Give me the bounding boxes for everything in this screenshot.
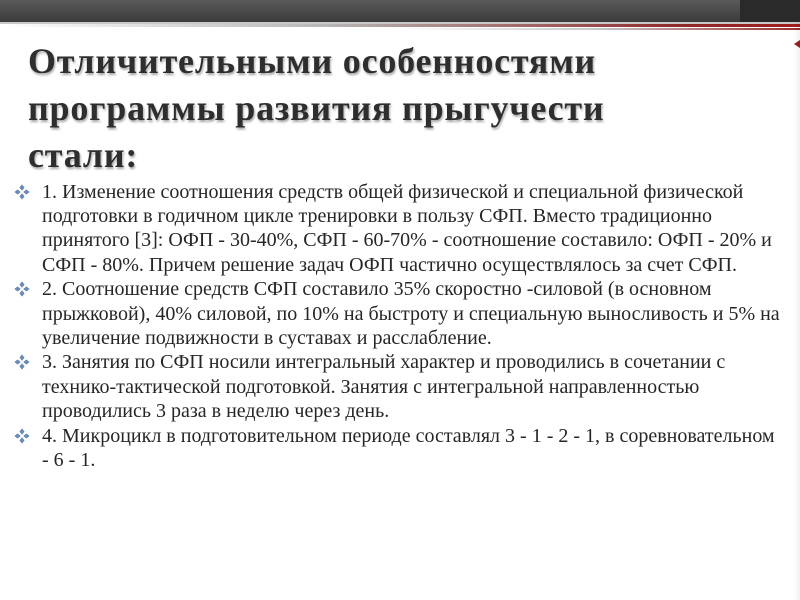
right-edge-shadow <box>794 22 800 600</box>
bullet-list <box>14 180 784 472</box>
diamond-bullet-icon <box>14 354 30 370</box>
top-decorative-band <box>0 0 800 22</box>
bullet-item-1 <box>14 180 784 277</box>
bullet-text-4: 4. Микроцикл в подготовительном периоде составлял 3 - 1 - 2 - 1, в соревновательном - 6 - 1. <box>42 424 775 471</box>
bullet-item-2 <box>14 277 784 350</box>
top-band-corner <box>740 0 800 22</box>
bullet-text-2: 2. Соотношение средств СФП составило 35% скоростно -силовой (в основном прыжковой), 40% силовой, по 10% на быстроту и специальную выносливость и 5% на увеличение подвижности в суставах и расслабление. <box>42 278 780 349</box>
bullet-item-4 <box>14 424 784 472</box>
diamond-bullet-icon <box>14 428 30 444</box>
accent-line <box>0 24 800 27</box>
slide-title: Отличительными особенностями программы развития прыгучести стали: <box>28 41 605 175</box>
diamond-bullet-icon <box>14 281 30 297</box>
bullet-text-1: 1. Изменение соотношения средств общей физической и специальной физической подготовки в годичном цикле тренировки в пользу СФП. Вместо традиционно принятого [3]: ОФП - 30-40%, СФП - 60-70% - соотношение составило: ОФП - 20% и СФП - 80%. Причем решение задач ОФП частично осуществлялось за счет СФП. <box>42 181 772 276</box>
accent-line-secondary <box>400 28 800 30</box>
diamond-bullet-icon <box>14 184 30 200</box>
bullet-item-3 <box>14 350 784 423</box>
bullet-text-3: 3. Занятия по СФП носили интегральный характер и проводились в сочетании с технико-тактической подготовкой. Занятия с интегральной направленностью проводились 3 раза в неделю через день. <box>42 351 726 422</box>
